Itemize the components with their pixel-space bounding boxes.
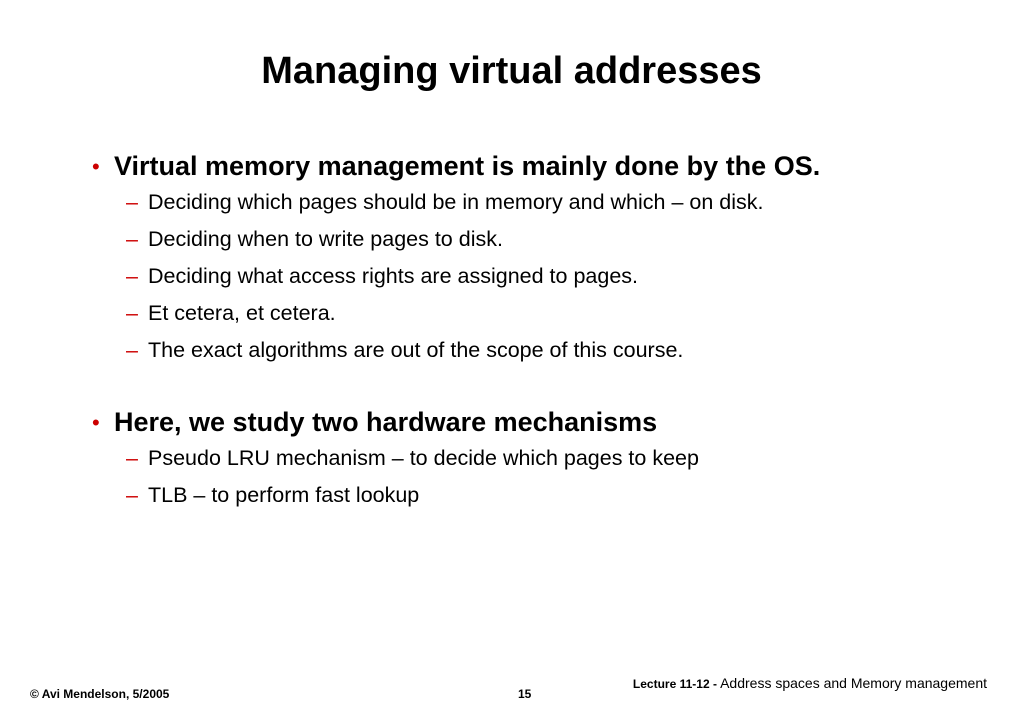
- sub-item-text: Et cetera, et cetera.: [148, 301, 336, 325]
- dash-icon: –: [126, 301, 138, 325]
- sub-item: [126, 226, 922, 252]
- sub-item-text: Deciding when to write pages to disk.: [148, 227, 503, 251]
- sub-item-text: Deciding what access rights are assigned to pages.: [148, 264, 638, 288]
- dash-icon: –: [126, 227, 138, 251]
- dash-icon: –: [126, 264, 138, 288]
- footer-lecture-title: Address spaces and Memory management: [716, 675, 987, 691]
- dash-icon: –: [126, 446, 138, 470]
- bullet-icon: •: [92, 410, 100, 435]
- sub-item: [126, 482, 922, 508]
- slide-content: [92, 150, 922, 519]
- footer-lecture: [633, 675, 987, 691]
- bullet-text: Virtual memory management is mainly done by the OS.: [114, 151, 821, 181]
- sub-list: [126, 445, 922, 508]
- sub-item-text: The exact algorithms are out of the scope of this course.: [148, 338, 684, 362]
- bullet-icon: •: [92, 154, 100, 179]
- footer-page-number: 15: [518, 687, 532, 701]
- dash-icon: –: [126, 338, 138, 362]
- spacer: [92, 374, 922, 406]
- footer-copyright: © Avi Mendelson, 5/2005: [30, 687, 170, 701]
- sub-list: [126, 189, 922, 363]
- sub-item-text: Deciding which pages should be in memory and which – on disk.: [148, 190, 764, 214]
- dash-icon: –: [126, 483, 138, 507]
- dash-icon: –: [126, 190, 138, 214]
- bullet-item: [92, 406, 922, 439]
- footer-lecture-label: Lecture 11-12 -: [632, 677, 717, 691]
- sub-item-text: TLB – to perform fast lookup: [148, 483, 420, 507]
- sub-item-text: Pseudo LRU mechanism – to decide which pages to keep: [148, 446, 699, 470]
- sub-item: [126, 337, 922, 363]
- slide-title: Managing virtual addresses: [261, 50, 762, 92]
- sub-item: [126, 300, 922, 326]
- bullet-item: [92, 150, 922, 183]
- sub-item: [126, 263, 922, 289]
- bullet-text: Here, we study two hardware mechanisms: [114, 407, 658, 437]
- sub-item: [126, 445, 922, 471]
- sub-item: [126, 189, 922, 215]
